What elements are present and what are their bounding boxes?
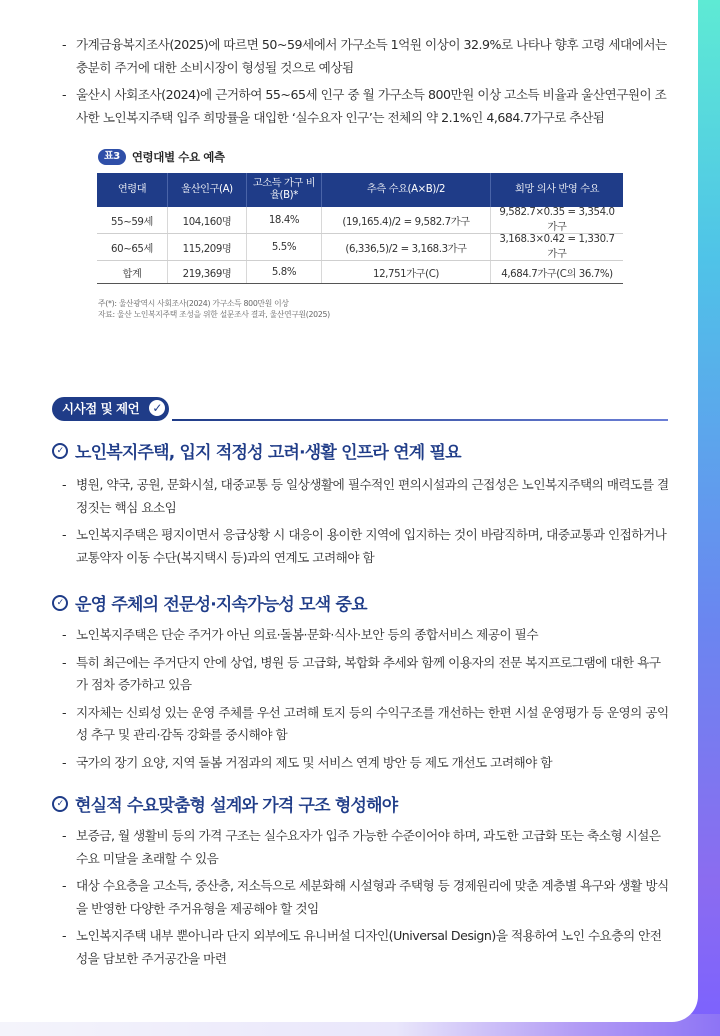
- table-cell: 5.5%: [247, 234, 322, 261]
- table-cell: 115,209명: [168, 234, 247, 261]
- intro-bullet: - 가계금융복지조사(2025)에 따르면 50~59세에서 가구소득 1억원 이상이 32.9%로 나타나 향후 고령 세대에서는 충분히 주거에 대한 소비시장이 형성될 것으로 예상됨: [62, 34, 670, 79]
- table-notes: [98, 298, 670, 320]
- table-cell: (19,165.4)/2 = 9,582.7가구: [322, 207, 491, 234]
- table-cell: 12,751가구(C): [322, 261, 491, 284]
- check-circle-icon: ✓: [52, 443, 68, 459]
- table-cell: 4,684.7가구(C의 36.7%): [491, 261, 624, 284]
- topic-bullet: - 노인복지주택은 단순 주거가 아닌 의료·돌봄·문화·식사·보안 등의 종합서비스 제공이 필수: [62, 624, 670, 647]
- table-title: 연령대별 수요 예측: [131, 150, 225, 164]
- table-row: [97, 234, 623, 261]
- table-cell: 3,168.3×0.42 = 1,330.7가구: [491, 234, 624, 261]
- topic-title: 노인복지주택, 입지 적정성 고려·생활 인프라 연계 필요: [75, 443, 461, 463]
- check-circle-icon: ✓: [52, 595, 68, 611]
- table-note: 주(*): 울산광역시 사회조사(2024) 가구소득 800만원 이상: [98, 299, 289, 308]
- table-header: 희망 의사 반영 수요: [491, 173, 624, 207]
- topic-bullet: - 특히 최근에는 주거단지 안에 상업, 병원 등 고급화, 복합화 추세와 함께 이용자의 전문 복지프로그램에 대한 욕구가 점차 증가하고 있음: [62, 652, 670, 697]
- topic-heading: [52, 791, 397, 816]
- intro-section: [62, 34, 670, 320]
- check-circle-icon: ✓: [147, 398, 167, 418]
- topic-bullet: - 병원, 약국, 공원, 문화시설, 대중교통 등 일상생활에 필수적인 편의시설과의 근접성은 노인복지주택의 매력도를 결정짓는 핵심 요소임: [62, 474, 670, 519]
- topic-bullet: - 국가의 장기 요양, 지역 돌봄 거점과의 제도 및 서비스 연계 방안 등 제도 개선도 고려해야 함: [62, 752, 670, 775]
- topic-bullet: - 보증금, 월 생활비 등의 가격 구조는 실수요자가 입주 가능한 수준이어야 하며, 과도한 고급화 또는 축소형 시설은 수요 미달을 초래할 수 있음: [62, 825, 670, 870]
- topic-bullets: [62, 624, 670, 779]
- topic-heading: [52, 590, 367, 615]
- table-cell: 9,582.7×0.35 = 3,354.0가구: [491, 207, 624, 234]
- table-cell: 60~65세: [97, 234, 168, 261]
- table-source: 자료: 울산 노인복지주택 조성을 위한 설문조사 결과, 울산연구원(2025): [98, 310, 330, 319]
- table-cell: 104,160명: [168, 207, 247, 234]
- topic-bullet: - 지자체는 신뢰성 있는 운영 주체를 우선 고려해 토지 등의 수익구조를 개선하는 한편 시설 운영평가 등 운영의 공익성 추구 및 관리·감독 강화를 중시해야 함: [62, 702, 670, 747]
- check-circle-icon: ✓: [52, 796, 68, 812]
- demand-table: [97, 173, 623, 284]
- section-title: 시사점 및 제언: [62, 401, 140, 416]
- table-total-row: [97, 261, 623, 284]
- table-badge: 표3: [98, 149, 126, 165]
- topic-bullet: - 대상 수요층을 고소득, 중산층, 저소득으로 세분화해 시설형과 주택형 등 경제원리에 맞춘 계층별 욕구와 생활 방식을 반영한 다양한 주거유형을 제공해야 할 것임: [62, 875, 670, 920]
- topic-bullets: [62, 474, 670, 574]
- table-header-row: [97, 173, 623, 207]
- table-cell: 18.4%: [247, 207, 322, 234]
- intro-bullet: - 울산시 사회조사(2024)에 근거하여 55~65세 인구 중 월 가구소득 800만원 이상 고소득 비율과 울산연구원이 조사한 노인복지주택 입주 희망률을 대입한 ‘실수요자 인구’는 전체의 약 2.1%인 4,684.7가구로 추산됨: [62, 84, 670, 129]
- section-header: [52, 397, 668, 423]
- table-cell: (6,336,5)/2 = 3,168.3가구: [322, 234, 491, 261]
- topic-title: 현실적 수요맞춤형 설계와 가격 구조 형성해야: [75, 796, 398, 816]
- topic-bullet: - 노인복지주택 내부 뿐아니라 단지 외부에도 유니버설 디자인(Universal Design)을 적용하여 노인 수요층의 안전성을 담보한 주거공간을 마련: [62, 925, 670, 970]
- topic-heading: [52, 438, 461, 463]
- table-cell: 219,369명: [168, 261, 247, 284]
- table-header: 연령대: [97, 173, 168, 207]
- table-cell: 합계: [97, 261, 168, 284]
- table-caption: [98, 149, 670, 165]
- topic-bullets: [62, 825, 670, 975]
- topic-title: 운영 주체의 전문성·지속가능성 모색 중요: [75, 595, 367, 615]
- topic-bullet: - 노인복지주택은 평지이면서 응급상황 시 대응이 용이한 지역에 입지하는 것이 바람직하며, 대중교통과 인접하거나 교통약자 이동 수단(복지택시 등)과의 연계도 고려해야 함: [62, 524, 670, 569]
- table-header: 고소득 가구 비율(B)*: [247, 173, 322, 207]
- table-row: [97, 207, 623, 234]
- section-title-pill: [52, 397, 169, 421]
- table-header: 추측 수요(A×B)/2: [322, 173, 491, 207]
- table-cell: 5.8%: [247, 261, 322, 284]
- table-cell: 55~59세: [97, 207, 168, 234]
- table-header: 울산인구(A): [168, 173, 247, 207]
- section-divider: [172, 419, 668, 421]
